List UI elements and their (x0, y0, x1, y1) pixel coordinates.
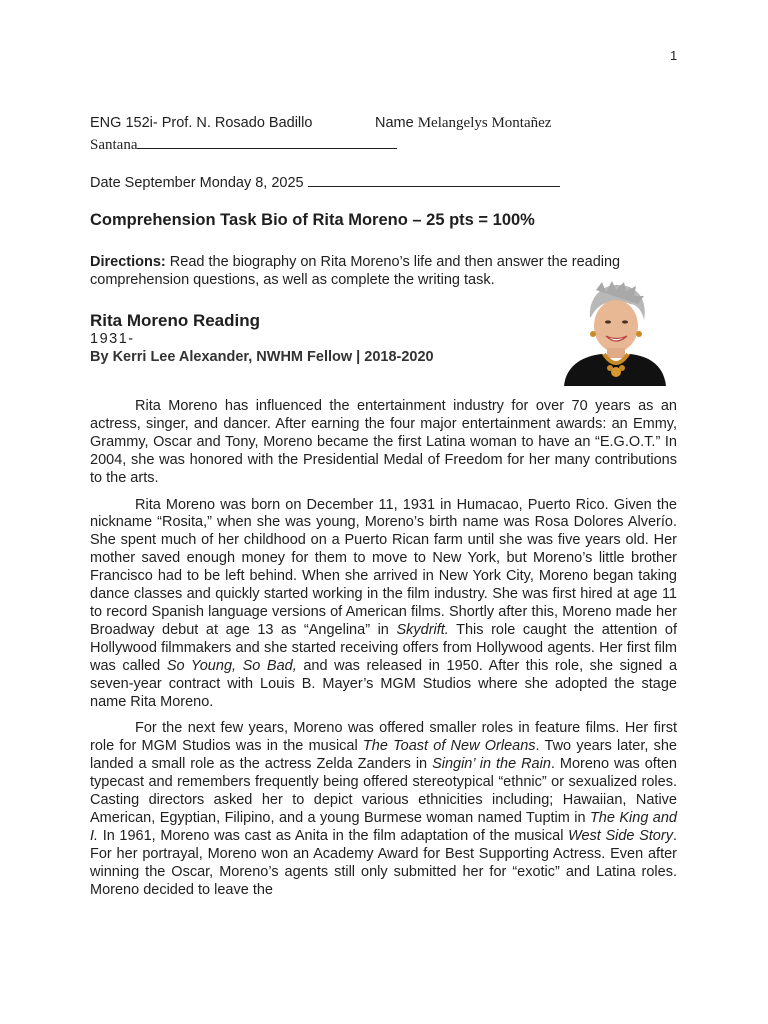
task-title: Comprehension Task Bio of Rita Moreno – 25 pts = 100% (90, 211, 535, 229)
date-line (90, 172, 560, 191)
header-line (90, 115, 551, 132)
birth-year: 1931- (90, 331, 135, 347)
title-toast-of-new-orleans: The Toast of New Orleans (362, 738, 536, 755)
page-number: 1 (670, 48, 678, 63)
paragraph-3-text: . For her portrayal, Moreno won an Academy Award for Best Supporting Actress. Even after winning the Oscar, Moreno’s agents still only submitted her for “exotic” and Latina roles. Moreno decided to leave the (90, 827, 677, 898)
paragraph-2-text: Rita Moreno was born on December 11, 1931 in Humacao, Puerto Rico. Given the nickname “Rosita,” when she was young, Moreno’s birth name was Rosa Dolores Alverío. She spent much of her childhood on a Puerto Rican farm until she was five years old. Her mother saved enough money for them to move to New York, but Moreno’s little brother Francisco had to be left behind. When she arrived in New York City, Moreno began taking dance classes and quickly started working in the film industry. She was first hired at age 11 to record Spanish language versions of American films. Shortly after this, Moreno made her Broadway debut at age 13 as “Angelina” in (90, 496, 677, 638)
paragraph-2-text: This role caught the attention of Hollywood filmmakers and she started receiving offers from Hollywood agents. Her first film was called (90, 621, 677, 674)
date-underline (308, 172, 560, 187)
name-underline (137, 134, 397, 149)
paragraph-3-text: . Two years later, she landed a small role as the actress Zelda Zanders in (90, 738, 677, 773)
biography-text (90, 398, 677, 899)
student-name: Melangelys Montañez (417, 115, 552, 131)
course-label: ENG 152i- Prof. N. Rosado Badillo (90, 115, 313, 131)
byline: By Kerri Lee Alexander, NWHM Fellow | 2018-2020 (90, 349, 434, 365)
paragraph-3 (90, 720, 677, 899)
title-so-young-so-bad: So Young, So Bad, (166, 657, 297, 674)
name-label: Name (375, 115, 414, 131)
paragraph-2 (90, 497, 677, 712)
paragraph-3-text: . Moreno was often typecast and remembers frequently being offered stereotypical “ethnic” or sexualized roles. Casting directors asked her to depict various ethnicities including; Hawaiian, Native American, Egyptian, Filipino, and a young Burmese woman named Tuptim in (90, 756, 677, 826)
paragraph-3-text: For the next few years, Moreno was offered smaller roles in feature films. Her first role for MGM Studios was in the musical (90, 720, 677, 755)
header-line-continued (90, 134, 397, 154)
paragraph-3-text: In 1961, Moreno was cast as Anita in the film adaptation of the musical (98, 827, 569, 844)
date-label: Date (90, 175, 121, 191)
title-skydrift: Skydrift. (396, 621, 449, 638)
paragraph-1: Rita Moreno has influenced the entertainment industry for over 70 years as an actress, singer, and dancer. After earning the four major entertainment awards: an Emmy, Grammy, Oscar and Tony, Moreno became the first Latina woman to have an “E.G.O.T.” In 2004, she was honored with the Presidential Medal of Freedom for her many contributions to the arts. (90, 398, 677, 486)
title-the-king-and-i: The King and I. (90, 809, 677, 844)
student-name-continued: Santana (90, 137, 138, 153)
paragraph-2-text: and was released in 1950. After this role, she signed a seven-year contract with Louis B. Mayer’s MGM Studios where she adopted the stage name Rita Moreno. (90, 657, 678, 710)
title-west-side-story: West Side Story (568, 827, 673, 844)
directions-label: Directions: (90, 254, 166, 270)
title-singin-in-the-rain: Singin’ in the Rain (432, 756, 551, 773)
date-value: September Monday 8, 2025 (124, 175, 304, 191)
directions-text: Read the biography on Rita Moreno’s life and then answer the reading comprehension questions, as well as complete the writing task. (90, 254, 621, 288)
portrait-photo-icon (552, 280, 678, 386)
reading-title: Rita Moreno Reading (90, 311, 261, 330)
